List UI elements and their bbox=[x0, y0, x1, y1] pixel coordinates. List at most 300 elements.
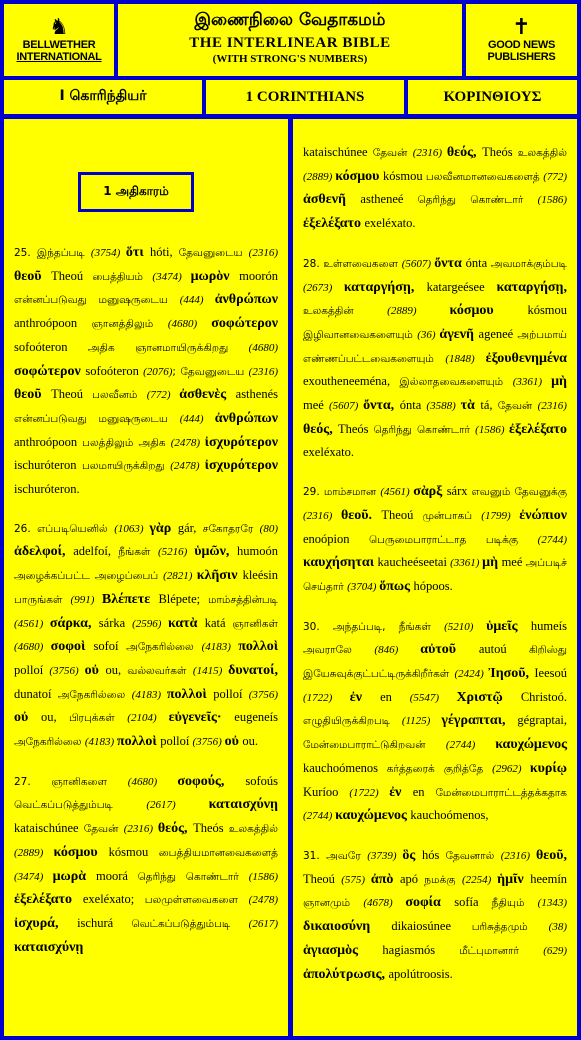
transliteration: polloí bbox=[160, 734, 193, 749]
greek-word: οὐ bbox=[14, 710, 41, 726]
tamil-text: அநேகரில்லை bbox=[14, 736, 85, 749]
bellwether-logo bbox=[4, 4, 114, 76]
tamil-text: ஞானிகள் bbox=[232, 617, 279, 630]
tamil-text: நீதியும் bbox=[491, 897, 538, 910]
strongs-number: (2254) bbox=[461, 873, 498, 886]
tamil-text: தேவன் bbox=[372, 147, 413, 159]
greek-word: ἀγενῆ bbox=[439, 326, 479, 342]
verse-paragraph bbox=[303, 615, 567, 828]
strongs-number: (2076) bbox=[143, 365, 173, 378]
tamil-text: மேன்மைபாராட்டுகிறவன் bbox=[303, 739, 446, 752]
transliteration: hóti, bbox=[150, 245, 179, 259]
strongs-number: (5547) bbox=[409, 691, 457, 704]
strongs-number: (846) bbox=[374, 644, 421, 657]
strongs-number: (3588) bbox=[426, 400, 461, 413]
tamil-text: அநேகரில்லை bbox=[126, 641, 202, 654]
good-news-logo-line1: GOOD NEWS bbox=[488, 39, 555, 51]
strongs-number: (2744) bbox=[303, 810, 336, 823]
transliteration: ónta bbox=[465, 255, 491, 270]
transliteration: katá bbox=[204, 615, 233, 630]
tamil-text: அழைக்கப்பட்ட அழைப்பைப் bbox=[14, 570, 164, 583]
tamil-text: கர்த்தரைக் குறித்தே bbox=[386, 762, 493, 775]
tamil-text: ஞானமும் bbox=[303, 897, 364, 910]
transliteration: ou. bbox=[242, 734, 258, 749]
transliteration: sofoí bbox=[93, 639, 127, 654]
tamil-text: வல்லவர்கள் bbox=[127, 664, 193, 677]
greek-word: Ἰησοῦ, bbox=[488, 666, 535, 682]
strongs-number: (2889) bbox=[387, 305, 450, 318]
strongs-number: (3474) bbox=[152, 270, 191, 283]
transliteration: meé bbox=[501, 555, 526, 570]
transliteration: ischuróteron. bbox=[14, 482, 80, 497]
greek-word: μωρὸν bbox=[190, 268, 240, 284]
strongs-number: (1799) bbox=[481, 509, 520, 522]
greek-word: ἀνθρώπων bbox=[214, 292, 278, 308]
tamil-text: பலமுள்ளவைகளை bbox=[144, 894, 249, 907]
title-english: THE INTERLINEAR BIBLE bbox=[189, 35, 391, 51]
transliteration: Theoú bbox=[381, 507, 423, 522]
strongs-number: (1063) bbox=[114, 522, 150, 535]
strongs-number: (4680) bbox=[167, 318, 212, 331]
greek-word: ἀδελφοί, bbox=[14, 544, 74, 560]
left-verses bbox=[14, 241, 278, 959]
strongs-number: (5607) bbox=[329, 400, 364, 413]
left-column bbox=[4, 119, 288, 1036]
strongs-number: (1848) bbox=[445, 352, 486, 365]
tamil-text: சகோதரரே bbox=[202, 522, 260, 535]
transliteration: apolútroosis. bbox=[388, 966, 453, 981]
greek-word: μωρὰ bbox=[52, 868, 97, 884]
greek-word: πολλοὶ bbox=[166, 686, 214, 702]
transliteration: kataischúnee bbox=[303, 145, 373, 159]
transliteration: Kuríoo bbox=[303, 784, 350, 799]
greek-word: αὐτοῦ bbox=[420, 642, 479, 658]
strongs-number: (2962) bbox=[492, 762, 530, 775]
greek-word: ἐξελέξατο bbox=[303, 216, 365, 232]
strongs-number: (444) bbox=[179, 294, 215, 307]
strongs-number: (3704) bbox=[347, 580, 380, 593]
good-news-logo bbox=[466, 4, 577, 76]
tamil-text: ஞானத்திலும் bbox=[91, 318, 168, 331]
tamil-text: தேவனால் bbox=[445, 849, 501, 862]
strongs-number: (2673) bbox=[303, 281, 344, 294]
transliteration: sofoóteron bbox=[85, 363, 144, 378]
greek-word: εὐγενεῖς· bbox=[168, 710, 235, 726]
tamil-text: உலகத்தில் bbox=[228, 823, 278, 836]
transliteration: meé bbox=[303, 398, 329, 413]
tamil-text: அநேகரில்லை bbox=[57, 688, 132, 701]
tamil-text: அப்படிச் செய்தார் bbox=[303, 557, 567, 593]
strongs-number: (2821) bbox=[163, 570, 197, 583]
strongs-number: (3756) bbox=[192, 736, 225, 749]
tamil-text: உலகத்தின் bbox=[303, 305, 388, 318]
greek-word: κλῆσιν bbox=[196, 568, 243, 584]
greek-word: σοφία bbox=[405, 895, 455, 911]
verse-paragraph bbox=[14, 517, 278, 754]
transliteration: sofoóteron bbox=[14, 339, 88, 354]
strongs-number: (4561) bbox=[14, 617, 50, 630]
strongs-number: (2316) bbox=[412, 147, 447, 159]
strongs-number: (3754) bbox=[90, 247, 126, 259]
transliteration: sofía bbox=[454, 895, 492, 910]
strongs-number: (2478) bbox=[170, 460, 205, 473]
greek-word: θεός, bbox=[303, 421, 338, 437]
book-name-tamil: I கொரிந்தியர் bbox=[4, 80, 202, 114]
verse-paragraph bbox=[303, 844, 567, 986]
greek-word: κόσμου bbox=[449, 303, 528, 319]
strongs-number: (772) bbox=[146, 389, 180, 402]
transliteration: astheneé bbox=[360, 192, 418, 207]
tamil-text: மாம்சத்தின்படி bbox=[208, 593, 278, 606]
greek-word: ὄντα, bbox=[363, 398, 400, 414]
strongs-number: (4680) bbox=[14, 641, 51, 654]
greek-word: καταργήσῃ, bbox=[343, 279, 427, 295]
bellwether-logo-line1: BELLWETHER bbox=[22, 39, 96, 51]
tamil-text: 29. மாம்சமான bbox=[303, 486, 381, 499]
greek-word: ἐξουθενημένα bbox=[485, 350, 567, 366]
transliteration: en bbox=[412, 784, 436, 799]
greek-word: ἐν bbox=[349, 689, 381, 705]
greek-word: ἐξελέξατο bbox=[509, 421, 567, 437]
strongs-number: (2889) bbox=[14, 846, 54, 859]
greek-word: καυχώμενος bbox=[495, 737, 568, 753]
greek-word: θεοῦ bbox=[14, 268, 52, 284]
transliteration: moorón bbox=[239, 268, 279, 283]
transliteration: exeléxato; bbox=[82, 892, 145, 907]
tamil-text: 25. இந்தப்படி bbox=[14, 247, 91, 259]
greek-word: ἐνώπιον bbox=[519, 507, 567, 523]
strongs-number: (3756) bbox=[248, 688, 279, 701]
tamil-text: 28. உள்ளவைகளை bbox=[303, 257, 402, 270]
strongs-number: (2316) bbox=[123, 823, 158, 836]
greek-word: ἀπὸ bbox=[370, 871, 400, 887]
transliteration: apó bbox=[400, 871, 425, 886]
tamil-text: இல்லாதவைகளையும் bbox=[399, 376, 513, 389]
transliteration: sárx bbox=[446, 484, 472, 499]
tamil-text: பலத்திலும் அதிக bbox=[82, 436, 171, 449]
tamil-text: அவமாக்கும்படி bbox=[490, 257, 567, 270]
transliteration: kauchoómenos, bbox=[410, 808, 489, 823]
tamil-text: மேன்மைபாராட்டத்தக்கதாக bbox=[435, 786, 567, 799]
tamil-text: கிறிஸ்து இயேசுவுக்குட்பட்டிருக்கிறீர்கள் bbox=[303, 644, 567, 681]
tamil-text: முன்பாகப் bbox=[422, 509, 482, 522]
greek-word: μὴ bbox=[551, 374, 568, 390]
strongs-number: (4680) bbox=[248, 341, 278, 354]
greek-word: θεός, bbox=[157, 821, 194, 837]
transliteration: Theoú bbox=[51, 387, 93, 402]
greek-word: κυρίῳ bbox=[529, 760, 567, 776]
strongs-number: (2478) bbox=[170, 436, 205, 449]
transliteration: polloí bbox=[213, 686, 249, 701]
book-name-english: 1 CORINTHIANS bbox=[206, 80, 404, 114]
greek-word: καυχώμενος bbox=[335, 808, 411, 824]
greek-word: σάρκα, bbox=[49, 615, 99, 631]
strongs-number: (1343) bbox=[537, 897, 567, 910]
book-name-greek: ΚΟΡΙΝΘΙΟΥΣ bbox=[408, 80, 577, 114]
transliteration: Theós bbox=[193, 821, 229, 836]
strongs-number: (1722) bbox=[349, 786, 390, 799]
tamil-text: இழிவானவைகளையும் bbox=[303, 328, 418, 341]
strongs-number: (2744) bbox=[445, 739, 496, 752]
strongs-number: (3756) bbox=[49, 664, 85, 677]
greek-word: καταισχύνῃ bbox=[14, 939, 84, 955]
tamil-text: தெரிந்து கொண்டார் bbox=[373, 423, 476, 436]
greek-word: ἰσχυρότερον bbox=[204, 458, 279, 474]
strongs-number: (2596) bbox=[132, 617, 168, 630]
transliteration: gár, bbox=[177, 520, 203, 535]
greek-word: ἀσθενὲς bbox=[179, 387, 236, 403]
greek-word: σοφοὶ bbox=[50, 639, 94, 655]
greek-word: ἡμῖν bbox=[497, 871, 531, 887]
tamil-text: வெட்கப்படுத்தும்படி bbox=[14, 799, 147, 812]
strongs-number: (2316) bbox=[248, 247, 278, 259]
greek-word: Βλέπετε bbox=[101, 591, 159, 607]
strongs-number: (1586) bbox=[475, 423, 510, 436]
transliteration: eugeneís bbox=[234, 710, 278, 725]
strongs-number: (2617) bbox=[146, 799, 209, 812]
strongs-number: (4183) bbox=[84, 736, 117, 749]
transliteration: asthenés bbox=[235, 387, 278, 402]
transliteration: Theós bbox=[337, 421, 374, 436]
right-column bbox=[293, 119, 577, 1036]
tamil-text: பைத்தியமானவைகளைத் bbox=[158, 846, 279, 859]
strongs-number: (575) bbox=[341, 873, 371, 886]
tamil-text: என்னப்படுவது மனுஷருடைய bbox=[14, 294, 180, 307]
transliteration: exoutheneeména, bbox=[303, 374, 400, 389]
strongs-number: (444) bbox=[179, 412, 215, 425]
strongs-number: (4680) bbox=[127, 775, 178, 788]
strongs-number: (2316) bbox=[537, 400, 567, 413]
tamil-text: 30. அந்தப்படி, நீங்கள் bbox=[303, 620, 445, 633]
tamil-text: உலகத்தில் bbox=[517, 147, 567, 159]
chapter-label: 1 அதிகாரம் bbox=[78, 172, 194, 212]
transliteration: katargeésee bbox=[426, 279, 497, 294]
title-block bbox=[118, 4, 462, 76]
good-news-logo-line2: PUBLISHERS bbox=[487, 51, 556, 63]
title-tamil: இணைநிலை வேதாகமம் bbox=[194, 10, 386, 30]
transliteration: kósmou bbox=[108, 844, 159, 859]
greek-word: καταργήσῃ, bbox=[496, 279, 567, 295]
strongs-number: (2478) bbox=[248, 894, 278, 907]
tamil-text: பாருங்கள் bbox=[14, 593, 71, 606]
strongs-number: (772) bbox=[543, 170, 568, 183]
tamil-text: 31. அவரே bbox=[303, 849, 368, 862]
strongs-number: (1586) bbox=[248, 870, 279, 883]
tamil-text: தேவன் bbox=[83, 823, 124, 836]
strongs-number: (80) bbox=[259, 522, 278, 535]
transliteration: Theoú bbox=[51, 268, 93, 283]
greek-word: κόσμου bbox=[53, 844, 109, 860]
tamil-text: தேவனுடைய bbox=[178, 247, 249, 259]
tamil-text: வெட்கப்படுத்தும்படி bbox=[131, 917, 249, 930]
strongs-number: (2316) bbox=[303, 509, 341, 522]
greek-word: θεός, bbox=[446, 145, 483, 160]
verse-paragraph bbox=[14, 241, 278, 501]
verse-paragraph bbox=[303, 141, 567, 236]
transliteration: enoópion bbox=[303, 531, 369, 546]
greek-word: θεοῦ bbox=[14, 387, 52, 403]
greek-word: καταισχύνῃ bbox=[208, 797, 278, 813]
transliteration: anthroópoon bbox=[14, 316, 92, 331]
transliteration: kósmou bbox=[527, 303, 568, 318]
greek-word: σοφώτερον bbox=[14, 363, 86, 379]
transliteration: Theós bbox=[482, 145, 518, 159]
transliteration: tá, bbox=[480, 398, 498, 413]
transliteration: exeléxato. bbox=[364, 216, 416, 231]
strongs-number: (3474) bbox=[14, 870, 53, 883]
transliteration: ónta bbox=[399, 398, 427, 413]
strongs-number: (2424) bbox=[454, 668, 489, 681]
strongs-number: (1125) bbox=[401, 715, 442, 728]
tamil-text: பரிசுத்தமும் bbox=[471, 921, 549, 934]
verse-paragraph bbox=[14, 770, 278, 960]
greek-word: δυνατοί, bbox=[228, 662, 278, 678]
tamil-text: அற்பமாய் எண்ணப்பட்டவைகளையும் bbox=[303, 328, 567, 365]
tamil-text: பெருமைபாராட்டாத படிக்கு bbox=[368, 533, 538, 546]
strongs-number: (2617) bbox=[248, 917, 278, 930]
verse-paragraph bbox=[303, 252, 567, 464]
greek-word: γέγραπται, bbox=[441, 713, 518, 729]
transliteration: Theoú bbox=[303, 871, 342, 886]
greek-word: θεοῦ. bbox=[340, 507, 382, 523]
greek-word: ἐν bbox=[389, 784, 413, 800]
strongs-number: (1722) bbox=[303, 691, 350, 704]
transliteration: hópoos. bbox=[413, 578, 453, 593]
greek-word: καυχήσηται bbox=[303, 555, 378, 571]
greek-word: ὑμεῖς bbox=[486, 618, 531, 634]
transliteration: ou, bbox=[41, 710, 69, 725]
tamil-text: தேவன் bbox=[497, 400, 538, 413]
greek-word: ἁγιασμὸς bbox=[303, 942, 383, 958]
tamil-text: ; தேவனுடைய bbox=[172, 365, 249, 378]
transliteration: dikaiosúnee bbox=[391, 919, 472, 934]
tamil-text: பலமாயிருக்கிறது bbox=[81, 460, 171, 473]
tamil-text: பலவீனம் bbox=[92, 389, 147, 402]
strongs-number: (991) bbox=[70, 593, 102, 606]
transliteration: hós bbox=[421, 847, 446, 862]
strongs-number: (1415) bbox=[192, 664, 229, 677]
strongs-number: (2889) bbox=[303, 170, 336, 183]
strongs-number: (1586) bbox=[537, 194, 567, 207]
right-verses bbox=[303, 141, 567, 986]
greek-word: ἰσχυρά, bbox=[14, 915, 78, 931]
transliteration: kleésin bbox=[242, 568, 278, 583]
greek-word: θεοῦ, bbox=[535, 847, 567, 863]
strongs-number: (2744) bbox=[537, 533, 567, 546]
transliteration: Blépete; bbox=[158, 591, 208, 606]
tamil-text: எழுதியிருக்கிறபடி bbox=[303, 715, 402, 728]
transliteration: adelfoí, bbox=[73, 544, 119, 559]
strongs-number: (2316) bbox=[248, 365, 278, 378]
tamil-text: பைத்தியம் bbox=[92, 270, 153, 283]
tamil-text: என்னப்படுவது மனுஷருடைய bbox=[14, 412, 180, 425]
transliteration: moorá bbox=[96, 868, 138, 883]
strongs-number: (38) bbox=[548, 921, 567, 934]
strongs-number: (5210) bbox=[444, 620, 487, 633]
strongs-number: (3361) bbox=[512, 376, 552, 389]
strongs-number: (2104) bbox=[127, 712, 169, 725]
greek-word: Χριστῷ bbox=[456, 689, 521, 705]
transliteration: ischuróteron bbox=[14, 458, 82, 473]
transliteration: ischurá bbox=[77, 915, 132, 930]
greek-word: τὰ bbox=[460, 398, 481, 414]
transliteration: autoú bbox=[478, 642, 529, 657]
bellwether-logo-line2: INTERNATIONAL bbox=[16, 51, 102, 63]
strongs-number: (5216) bbox=[157, 546, 195, 559]
greek-word: ἀσθενῆ bbox=[303, 192, 361, 208]
transliteration: humoón bbox=[237, 544, 279, 559]
greek-word: πολλοὶ bbox=[116, 734, 161, 750]
transliteration: hagiasmós bbox=[382, 942, 460, 957]
greek-word: ἐξελέξατο bbox=[14, 892, 83, 908]
transliteration: sárka bbox=[98, 615, 133, 630]
transliteration: polloí bbox=[14, 662, 50, 677]
tamil-text: அதிக ஞானமாயிருக்கிறது bbox=[87, 341, 249, 354]
greek-word: δικαιοσύνη bbox=[303, 919, 392, 935]
transliteration: Ieesoú bbox=[534, 666, 568, 681]
transliteration: kataischúnee bbox=[14, 821, 84, 836]
transliteration: gégraptai, bbox=[517, 713, 568, 728]
tamil-text: பலவீனமானவைகளைத் bbox=[425, 170, 544, 183]
transliteration: Christoó. bbox=[520, 689, 568, 704]
strongs-number: (2316) bbox=[500, 849, 536, 862]
good-news-cross-icon: ✝ bbox=[512, 15, 531, 40]
transliteration: exeléxato. bbox=[303, 445, 355, 460]
strongs-number: (4183) bbox=[201, 641, 239, 654]
strongs-number: (4678) bbox=[363, 897, 406, 910]
tamil-text: தெரிந்து கொண்டார் bbox=[137, 870, 249, 883]
tamil-text: 26. எப்படியெனில் bbox=[14, 522, 115, 535]
greek-word: σοφούς, bbox=[177, 773, 246, 789]
strongs-number: (3739) bbox=[367, 849, 403, 862]
greek-word: πολλοὶ bbox=[238, 639, 279, 655]
transliteration: ageneé bbox=[478, 326, 518, 341]
verse-paragraph bbox=[303, 480, 567, 599]
bellwether-knight-icon: ♞ bbox=[49, 15, 69, 40]
greek-word: ὄντα bbox=[434, 255, 466, 271]
greek-word: ὃς bbox=[402, 847, 422, 863]
transliteration: ou, bbox=[105, 662, 128, 677]
greek-word: ὅπως bbox=[379, 578, 414, 594]
greek-word: κόσμου bbox=[335, 168, 384, 184]
strongs-number: (3361) bbox=[450, 557, 483, 570]
strongs-number: (5607) bbox=[401, 257, 435, 270]
greek-word: ὅτι bbox=[125, 245, 151, 260]
tamil-text: அவராலே bbox=[303, 644, 375, 657]
tamil-text: மீட்புமானார் bbox=[459, 944, 544, 957]
greek-word: μὴ bbox=[482, 555, 502, 571]
transliteration: sofoús bbox=[245, 773, 279, 788]
greek-word: γὰρ bbox=[149, 520, 178, 536]
transliteration: kaucheéseetai bbox=[377, 555, 451, 570]
greek-word: ἀπολύτρωσις, bbox=[303, 966, 389, 982]
tamil-text: நீங்கள் bbox=[118, 546, 158, 559]
strongs-number: (629) bbox=[543, 944, 568, 957]
transliteration: kósmou bbox=[383, 168, 426, 183]
greek-word: οὐ bbox=[224, 734, 243, 750]
greek-word: σοφώτερον bbox=[211, 316, 279, 332]
transliteration: anthroópoon bbox=[14, 434, 83, 449]
greek-word: ὑμῶν, bbox=[194, 544, 238, 560]
transliteration: humeís bbox=[530, 618, 567, 633]
greek-word: σὰρξ bbox=[413, 484, 447, 500]
strongs-number: (4561) bbox=[380, 486, 414, 499]
title-subtitle: (WITH STRONG'S NUMBERS) bbox=[212, 53, 368, 65]
transliteration: dunatoí bbox=[14, 686, 58, 701]
transliteration: en bbox=[380, 689, 410, 704]
tamil-text: பிரபுக்கள் bbox=[68, 712, 128, 725]
transliteration: kauchoómenos bbox=[303, 760, 387, 775]
